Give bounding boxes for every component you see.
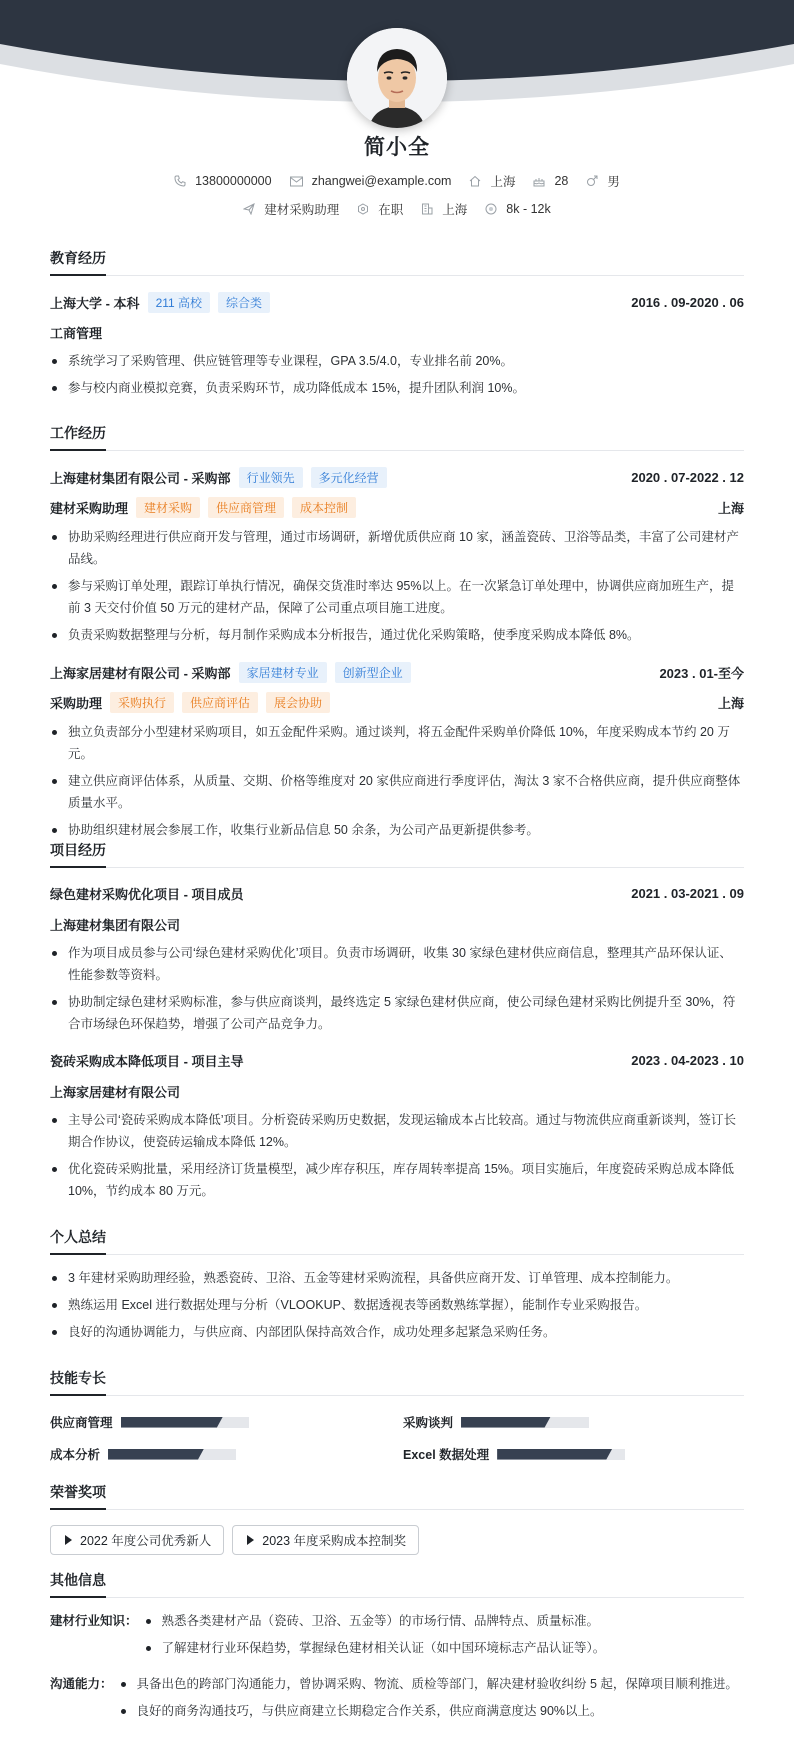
project-date: 2023 . 04-2023 . 10 <box>631 1053 744 1068</box>
project-bullets <box>50 942 744 1035</box>
candidate-name: 简小全 <box>364 136 430 159</box>
skill-bar <box>121 1417 249 1428</box>
email-item[interactable] <box>290 174 452 188</box>
list-item: 优化瓷砖采购批量，采用经济订货量模型，减少库存积压，库存周转率提高 15%。项目实施后，年度瓷砖采购总成本降低 10%，节约成本 80 万元。 <box>50 1158 744 1202</box>
major: 工商管理 <box>50 326 103 341</box>
job-header <box>50 662 744 683</box>
section-title: 其他信息 <box>50 1570 744 1598</box>
skills-grid <box>50 1413 744 1463</box>
company-name: 上海家居建材有限公司 - 采购部 <box>50 666 231 681</box>
education-header <box>50 292 744 313</box>
role-name: 采购助理 <box>50 696 103 711</box>
project-org: 上海建材集团有限公司 <box>50 918 181 933</box>
project-name: 瓷砖采购成本降低项目 - 项目主导 <box>50 1054 244 1069</box>
project-org: 上海家居建材有限公司 <box>50 1085 181 1100</box>
list-item: 了解建材行业环保趋势，掌握绿色建材相关认证（如中国环境标志产品认证等）。 <box>144 1637 606 1659</box>
project-date: 2021 . 03-2021 . 09 <box>631 886 744 901</box>
play-icon <box>65 1535 72 1545</box>
job-item <box>243 200 339 218</box>
status-item <box>357 200 403 218</box>
section-title: 教育经历 <box>50 248 744 276</box>
job-bullets <box>50 526 744 646</box>
skill-name: Excel 数据处理 <box>403 1448 490 1462</box>
list-item: 3 年建材采购助理经验，熟悉瓷砖、卫浴、五金等建材采购流程，具备供应商开发、订单管理、成本控制能力。 <box>50 1267 744 1289</box>
avatar <box>347 28 447 128</box>
list-item: 良好的沟通协调能力，与供应商、内部团队保持高效合作，成功处理多起紧急采购任务。 <box>50 1321 744 1343</box>
salary-text: 8k - 12k <box>506 202 551 216</box>
work-section <box>50 423 744 841</box>
skill-name: 供应商管理 <box>50 1416 113 1430</box>
project-header <box>50 884 744 903</box>
contact-row <box>0 172 794 190</box>
list-item: 系统学习了采购管理、供应链管理等专业课程，GPA 3.5/4.0，专业排名前 20%。 <box>50 350 744 372</box>
role-tag: 展会协助 <box>266 692 330 713</box>
job-location: 上海 <box>717 501 744 516</box>
award-text: 2023 年度采购成本控制奖 <box>262 1534 407 1548</box>
list-item: 参与采购订单处理，跟踪订单执行情况，确保交货准时率达 95%以上。在一次紧急订单处理中，协调供应商加班生产，提前 3 天交付价值 50 万元的建材产品，保障了公司重点项目施工进度。 <box>50 575 744 619</box>
other-label: 沟通能力： <box>50 1677 113 1691</box>
project-bullets <box>50 1109 744 1202</box>
building-icon <box>421 203 433 215</box>
list-item: 熟悉各类建材产品（瓷砖、卫浴、五金等）的市场行情、品牌特点、质量标准。 <box>144 1610 606 1632</box>
honors-section <box>50 1482 744 1555</box>
list-item: 主导公司‘瓷砖采购成本降低’项目。分析瓷砖采购历史数据，发现运输成本占比较高。通过与物流供应商重新谈判，签订长期合作协议，使瓷砖运输成本降低 12%。 <box>50 1109 744 1153</box>
skill-item <box>403 1445 744 1463</box>
job-bullets <box>50 721 744 841</box>
list-item: 熟练运用 Excel 进行数据处理与分析（VLOOKUP、数据透视表等函数熟练掌握），能制作专业采购报告。 <box>50 1294 744 1316</box>
awards-list <box>50 1525 744 1555</box>
phone-icon <box>174 175 186 187</box>
school-name: 上海大学 - 本科 <box>50 296 140 311</box>
list-item: 负责采购数据整理与分析，每月制作采购成本分析报告，通过优化采购策略，使季度采购成本降低 8%。 <box>50 624 744 646</box>
list-item: 建立供应商评估体系，从质量、交期、价格等维度对 20 家供应商进行季度评估，淘汰 3 家不合格供应商，提升供应商整体质量水平。 <box>50 770 744 814</box>
city-item <box>469 172 515 190</box>
company-tag: 创新型企业 <box>335 662 411 683</box>
work-city-text: 上海 <box>442 203 468 217</box>
skill-item <box>50 1445 403 1463</box>
section-title: 个人总结 <box>50 1227 744 1255</box>
list-item: 具备出色的跨部门沟通能力，曾协调采购、物流、质检等部门，解决建材验收纠纷 5 起，保障项目顺利推进。 <box>119 1673 738 1695</box>
skill-name: 成本分析 <box>50 1448 101 1462</box>
role-tag: 供应商评估 <box>182 692 258 713</box>
age-text: 28 <box>554 174 569 188</box>
school-tag: 综合类 <box>218 292 270 313</box>
skill-bar <box>108 1449 236 1460</box>
coin-icon <box>485 203 497 215</box>
role-row <box>50 692 744 713</box>
other-bullets <box>119 1673 738 1722</box>
role-tag: 成本控制 <box>292 497 356 518</box>
job-date: 2023 . 01-至今 <box>659 666 744 681</box>
play-icon <box>247 1535 254 1545</box>
education-date: 2016 . 09-2020 . 06 <box>631 295 744 310</box>
section-title: 荣誉奖项 <box>50 1482 744 1510</box>
skill-bar <box>461 1417 589 1428</box>
list-item: 协助组织建材展会参展工作，收集行业新品信息 50 余条，为公司产品更新提供参考。 <box>50 819 744 841</box>
skill-bar-fill <box>461 1417 551 1428</box>
school-tag: 211 高校 <box>148 292 210 313</box>
home-icon <box>469 175 481 187</box>
award-chip[interactable] <box>232 1525 419 1555</box>
project-name: 绿色建材采购优化项目 - 项目成员 <box>50 887 244 902</box>
summary-section <box>50 1227 744 1343</box>
other-label: 建材行业知识： <box>50 1614 138 1628</box>
section-title: 项目经历 <box>50 840 744 868</box>
skill-bar-fill <box>121 1417 223 1428</box>
summary-bullets <box>50 1267 744 1343</box>
job-text: 建材采购助理 <box>264 203 340 217</box>
education-bullets <box>50 350 744 399</box>
status-icon <box>357 203 369 215</box>
list-item: 协助制定绿色建材采购标准，参与供应商谈判，最终选定 5 家绿色建材供应商，使公司绿色建材采购比例提升至 30%，符合市场绿色环保趋势，增强了公司产品竞争力。 <box>50 991 744 1035</box>
list-item: 参与校内商业模拟竞赛，负责采购环节，成功降低成本 15%，提升团队利润 10%。 <box>50 377 744 399</box>
role-tag: 采购执行 <box>110 692 174 713</box>
other-section <box>50 1570 744 1722</box>
list-item: 协助采购经理进行供应商开发与管理，通过市场调研，新增优质供应商 10 家，涵盖瓷砖、卫浴等品类，丰富了公司建材产品线。 <box>50 526 744 570</box>
phone-item[interactable] <box>174 174 271 188</box>
job-intent-row <box>0 200 794 218</box>
skill-item <box>403 1413 744 1431</box>
job-location: 上海 <box>717 696 744 711</box>
phone-text: 13800000000 <box>195 174 272 188</box>
list-item: 作为项目成员参与公司‘绿色建材采购优化’项目。负责市场调研，收集 30 家绿色建材供应商信息，整理其产品环保认证、性能参数等资料。 <box>50 942 744 986</box>
award-text: 2022 年度公司优秀新人 <box>80 1534 212 1548</box>
list-item: 良好的商务沟通技巧，与供应商建立长期稳定合作关系，供应商满意度达 90%以上。 <box>119 1700 738 1722</box>
salary-item <box>485 202 550 216</box>
company-tag: 家居建材专业 <box>239 662 327 683</box>
section-title: 工作经历 <box>50 423 744 451</box>
job-header <box>50 467 744 488</box>
project-header <box>50 1051 744 1070</box>
company-tag: 多元化经营 <box>311 467 387 488</box>
gender-text: 男 <box>607 175 620 189</box>
skill-bar-fill <box>497 1449 612 1460</box>
other-bullets <box>144 1610 606 1659</box>
role-row <box>50 497 744 518</box>
cake-icon <box>533 175 545 187</box>
role-tag: 建材采购 <box>136 497 200 518</box>
job-date: 2020 . 07-2022 . 12 <box>631 470 744 485</box>
mail-icon <box>290 176 303 187</box>
work-city-item <box>421 200 467 218</box>
role-tag: 供应商管理 <box>208 497 284 518</box>
education-section <box>50 248 744 399</box>
age-item <box>533 174 568 188</box>
send-icon <box>243 203 255 215</box>
skill-bar-fill <box>108 1449 204 1460</box>
company-name: 上海建材集团有限公司 - 采购部 <box>50 471 231 486</box>
skill-name: 采购谈判 <box>403 1416 454 1430</box>
list-item: 独立负责部分小型建材采购项目，如五金配件采购。通过谈判，将五金配件采购单价降低 10%，年度采购成本节约 20 万元。 <box>50 721 744 765</box>
skill-item <box>50 1413 403 1431</box>
company-tag: 行业领先 <box>239 467 303 488</box>
role-name: 建材采购助理 <box>50 501 129 516</box>
award-chip[interactable] <box>50 1525 224 1555</box>
skill-bar <box>497 1449 625 1460</box>
other-group <box>50 1610 744 1659</box>
gender-icon <box>586 175 598 187</box>
gender-item <box>586 172 620 190</box>
city-text: 上海 <box>490 175 516 189</box>
projects-section <box>50 840 744 1202</box>
status-text: 在职 <box>378 203 404 217</box>
other-group <box>50 1673 744 1722</box>
section-title: 技能专长 <box>50 1368 744 1396</box>
skills-section <box>50 1368 744 1463</box>
email-text: zhangwei@example.com <box>311 174 452 188</box>
